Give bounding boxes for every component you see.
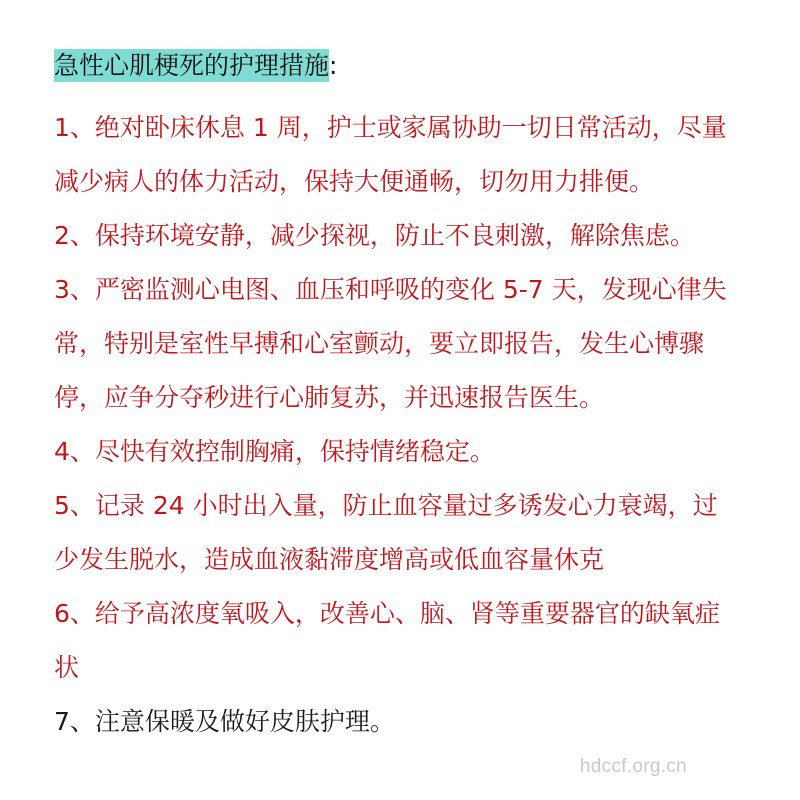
list-item-6 bbox=[54, 587, 784, 695]
list-item-5 bbox=[54, 479, 784, 587]
list-item-line: 停，应争分夺秒进行心肺复苏，并迅速报告医生。 bbox=[54, 383, 605, 412]
list-item-line: 4、尽快有效控制胸痛，保持情绪稳定。 bbox=[54, 437, 495, 466]
list-item-line: 6、给予高浓度氧吸入，改善心、脑、肾等重要器官的缺氧症 bbox=[54, 599, 720, 628]
list-item-line: 2、保持环境安静，减少探视，防止不良刺激，解除焦虑。 bbox=[54, 221, 695, 250]
list-item-4 bbox=[54, 425, 784, 479]
page-title: 急性心肌梗死的护理措施 bbox=[54, 51, 330, 80]
list-item-line: 状 bbox=[54, 653, 80, 682]
list-item-line: 5、记录 24 小时出入量，防止血容量过多诱发心力衰竭，过 bbox=[54, 491, 718, 520]
watermark: hdccf.org.cn bbox=[579, 756, 687, 777]
title-line bbox=[54, 44, 784, 88]
list-item-line: 减少病人的体力活动，保持大便通畅，切勿用力排便。 bbox=[54, 167, 655, 196]
list-item-line: 常，特别是室性早搏和心室颤动，要立即报告，发生心博骤 bbox=[54, 329, 705, 358]
list-item-1 bbox=[54, 101, 784, 209]
list-item-2 bbox=[54, 209, 784, 263]
list-item-line: 3、严密监测心电图、血压和呼吸的变化 5-7 天，发现心律失 bbox=[54, 275, 727, 304]
list-item-3 bbox=[54, 263, 784, 425]
title-colon: : bbox=[329, 51, 338, 80]
list-item-line: 1、绝对卧床休息 1 周，护士或家属协助一切日常活动，尽量 bbox=[54, 113, 727, 142]
document bbox=[54, 44, 784, 749]
list-item-7 bbox=[54, 695, 784, 749]
list-item-line: 少发生脱水，造成血液黏滞度增高或低血容量休克 bbox=[54, 545, 605, 574]
list-item-line: 7、注意保暖及做好皮肤护理。 bbox=[54, 707, 395, 736]
